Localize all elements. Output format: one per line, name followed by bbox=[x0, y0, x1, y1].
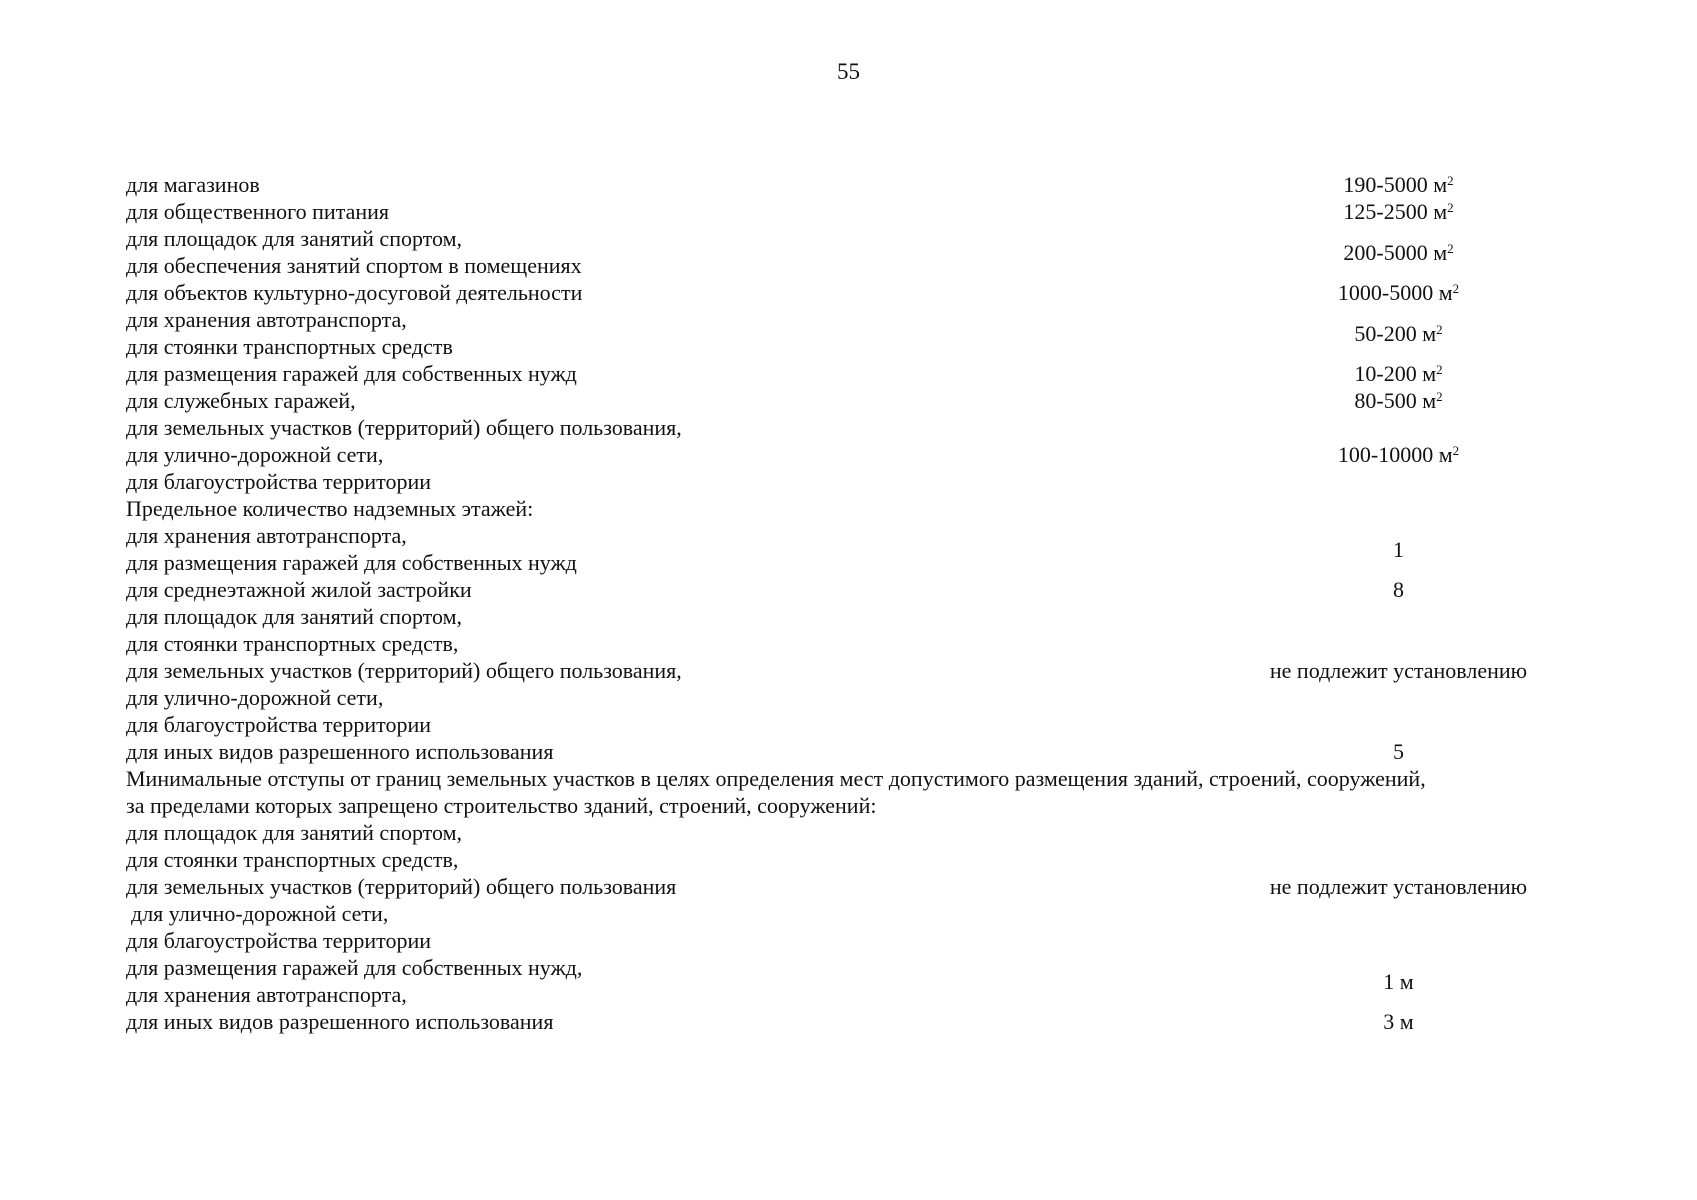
value-text: не подлежит установлению bbox=[1269, 658, 1528, 683]
section-heading-setbacks bbox=[126, 765, 1571, 819]
row-value bbox=[1226, 738, 1571, 765]
row-value bbox=[1226, 873, 1571, 900]
row-value bbox=[1226, 576, 1571, 603]
row-text: для благоустройства территории bbox=[126, 712, 432, 737]
unit-exponent: 2 bbox=[1447, 200, 1454, 215]
row-value bbox=[1226, 171, 1571, 198]
row-value bbox=[1226, 279, 1571, 306]
row-description bbox=[126, 738, 1226, 765]
table-row bbox=[126, 360, 1571, 387]
row-text: для улично-дорожной сети, bbox=[131, 901, 389, 926]
table-row bbox=[126, 279, 1571, 306]
section-heading: за пределами которых запрещено строительство зданий, строений, сооружений: bbox=[126, 793, 877, 818]
unit-exponent: 2 bbox=[1447, 173, 1454, 188]
row-text: для служебных гаражей, bbox=[126, 388, 356, 413]
row-value bbox=[1226, 198, 1571, 225]
table-row bbox=[126, 414, 1571, 495]
row-text: для площадок для занятий спортом, bbox=[126, 820, 463, 845]
row-description bbox=[126, 495, 1226, 522]
table-row bbox=[126, 306, 1571, 360]
table-row bbox=[126, 819, 1571, 954]
row-text: для хранения автотранспорта, bbox=[126, 307, 407, 332]
row-description bbox=[126, 603, 1226, 738]
value-text: 125-2500 м bbox=[1343, 199, 1448, 224]
row-text: для стоянки транспортных средств, bbox=[126, 631, 459, 656]
value-text: 5 bbox=[1393, 739, 1404, 764]
row-text: для обеспечения занятий спортом в помещениях bbox=[126, 253, 582, 278]
table-row bbox=[126, 738, 1571, 765]
row-text: для площадок для занятий спортом, bbox=[126, 604, 463, 629]
unit-exponent: 2 bbox=[1436, 321, 1443, 337]
value-text: 1000-5000 м bbox=[1337, 280, 1453, 305]
row-description bbox=[126, 1008, 1226, 1035]
row-description bbox=[126, 171, 1226, 198]
row-text: для размещения гаражей для собственных нужд, bbox=[126, 955, 583, 980]
value-text: 80-500 м bbox=[1354, 388, 1437, 413]
section-heading-floors bbox=[126, 495, 1571, 522]
value-text: 190-5000 м bbox=[1343, 172, 1448, 197]
row-description bbox=[126, 225, 1226, 279]
value-text: 50-200 м bbox=[1354, 320, 1437, 346]
row-text: для земельных участков (территорий) общего пользования, bbox=[126, 415, 682, 440]
row-value bbox=[1226, 360, 1571, 387]
table-row bbox=[126, 954, 1571, 1008]
table-row bbox=[126, 522, 1571, 576]
unit-exponent: 2 bbox=[1447, 240, 1454, 256]
row-text: для иных видов разрешенного использования bbox=[126, 739, 554, 764]
row-value bbox=[1226, 239, 1571, 266]
table-row bbox=[126, 225, 1571, 279]
table-row bbox=[126, 387, 1571, 414]
row-description bbox=[126, 387, 1226, 414]
value-text: 100-10000 м bbox=[1337, 442, 1453, 467]
row-value bbox=[1226, 320, 1571, 347]
row-text: для размещения гаражей для собственных нужд bbox=[126, 361, 577, 386]
value-text: 1 м bbox=[1383, 968, 1414, 994]
value-text: 8 bbox=[1393, 577, 1404, 602]
row-text: для магазинов bbox=[126, 172, 260, 197]
row-description bbox=[126, 819, 1226, 954]
section-heading: Предельное количество надземных этажей: bbox=[126, 496, 534, 521]
row-text: для улично-дорожной сети, bbox=[126, 685, 384, 710]
table-row bbox=[126, 171, 1571, 198]
row-text: для благоустройства территории bbox=[126, 928, 432, 953]
row-value bbox=[1226, 657, 1571, 684]
row-text: для общественного питания bbox=[126, 199, 390, 224]
row-description bbox=[126, 360, 1226, 387]
value-text: не подлежит установлению bbox=[1269, 874, 1528, 899]
row-text: для иных видов разрешенного использования bbox=[126, 1009, 554, 1034]
row-description bbox=[126, 279, 1226, 306]
row-value bbox=[1226, 968, 1571, 995]
row-text: для земельных участков (территорий) общего пользования, bbox=[126, 658, 682, 683]
unit-exponent: 2 bbox=[1452, 443, 1460, 458]
row-description bbox=[126, 198, 1226, 225]
table-row bbox=[126, 603, 1571, 738]
row-description bbox=[126, 954, 1226, 1008]
row-text: для стоянки транспортных средств bbox=[126, 334, 453, 359]
value-text: 1 bbox=[1393, 536, 1404, 562]
row-text: для хранения автотранспорта, bbox=[126, 523, 407, 548]
row-description bbox=[126, 522, 1226, 576]
value-text: 3 м bbox=[1383, 1009, 1414, 1034]
table-row bbox=[126, 198, 1571, 225]
row-text: для благоустройства территории bbox=[126, 469, 432, 494]
row-text: для площадок для занятий спортом, bbox=[126, 226, 463, 251]
row-value bbox=[1226, 387, 1571, 414]
row-value bbox=[1226, 536, 1571, 563]
row-value bbox=[1226, 441, 1571, 468]
row-text: для стоянки транспортных средств, bbox=[126, 847, 459, 872]
table-row bbox=[126, 576, 1571, 603]
row-text: для объектов культурно-досуговой деятельности bbox=[126, 280, 583, 305]
regulations-table bbox=[126, 171, 1571, 1035]
row-text: для улично-дорожной сети, bbox=[126, 442, 384, 467]
table-row bbox=[126, 1008, 1571, 1035]
row-text: для размещения гаражей для собственных нужд bbox=[126, 550, 577, 575]
row-description bbox=[126, 306, 1226, 360]
row-text: для хранения автотранспорта, bbox=[126, 982, 407, 1007]
unit-exponent: 2 bbox=[1452, 281, 1460, 296]
row-description bbox=[126, 414, 1226, 495]
row-value bbox=[1226, 1008, 1571, 1035]
value-text: 200-5000 м bbox=[1343, 239, 1448, 265]
section-heading: Минимальные отступы от границ земельных участков в целях определения мест допустимого размещения зданий, строений, сооружений, bbox=[126, 766, 1426, 791]
row-text: для земельных участков (территорий) общего пользования bbox=[126, 874, 677, 899]
page-number: 55 bbox=[837, 59, 860, 84]
unit-exponent: 2 bbox=[1436, 389, 1443, 404]
row-description bbox=[126, 576, 1226, 603]
unit-exponent: 2 bbox=[1436, 362, 1443, 377]
row-text: для среднеэтажной жилой застройки bbox=[126, 577, 472, 602]
value-text: 10-200 м bbox=[1354, 361, 1437, 386]
